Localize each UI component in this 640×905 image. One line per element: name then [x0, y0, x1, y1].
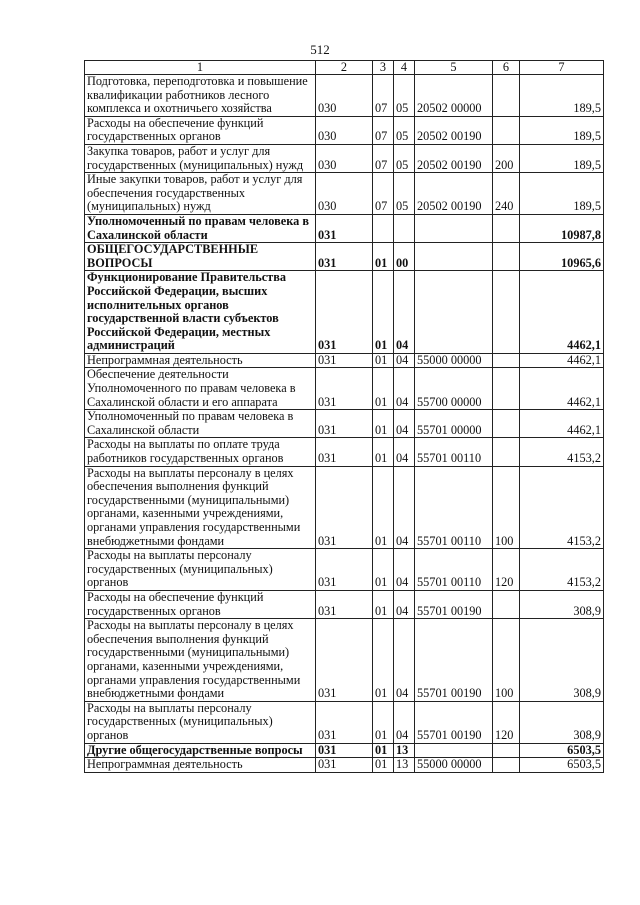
row-subsection-code: 04: [394, 619, 415, 702]
row-name: Подготовка, переподготовка и повышение квалификации работников лесного комплекса и охотничьего хозяйства: [85, 75, 316, 117]
row-ved-code: 031: [316, 619, 373, 702]
row-ved-code: 031: [316, 353, 373, 368]
row-section-code: 01: [373, 743, 394, 758]
row-target-code: 20502 00000: [415, 75, 493, 117]
row-ved-code: 031: [316, 410, 373, 438]
row-ved-code: 031: [316, 701, 373, 743]
row-section-code: 01: [373, 758, 394, 773]
row-expense-type-code: [493, 243, 520, 271]
row-target-code: 55701 00190: [415, 590, 493, 618]
row-name: Непрограммная деятельность: [85, 353, 316, 368]
column-header: 3: [373, 61, 394, 75]
row-subsection-code: 05: [394, 75, 415, 117]
row-section-code: 01: [373, 701, 394, 743]
row-subsection-code: 04: [394, 410, 415, 438]
row-target-code: 20502 00190: [415, 144, 493, 172]
row-amount: 189,5: [520, 144, 604, 172]
row-amount: 189,5: [520, 173, 604, 215]
row-target-code: 55700 00000: [415, 368, 493, 410]
column-header: 7: [520, 61, 604, 75]
row-name: Другие общегосударственные вопросы: [85, 743, 316, 758]
budget-table: [84, 60, 604, 773]
row-amount: 10965,6: [520, 243, 604, 271]
row-subsection-code: 05: [394, 116, 415, 144]
table-row: [85, 368, 604, 410]
row-amount: 4462,1: [520, 410, 604, 438]
table-row: [85, 619, 604, 702]
row-expense-type-code: [493, 368, 520, 410]
row-amount: 4462,1: [520, 271, 604, 354]
column-header-row: [85, 61, 604, 75]
row-target-code: [415, 743, 493, 758]
row-name: Расходы на обеспечение функций государственных органов: [85, 116, 316, 144]
table-row: [85, 116, 604, 144]
row-expense-type-code: [493, 590, 520, 618]
row-expense-type-code: [493, 410, 520, 438]
row-section-code: 01: [373, 466, 394, 549]
row-subsection-code: 04: [394, 271, 415, 354]
row-name: Закупка товаров, работ и услуг для государственных (муниципальных) нужд: [85, 144, 316, 172]
row-name: Уполномоченный по правам человека в Сахалинской области: [85, 214, 316, 242]
row-name: Обеспечение деятельности Уполномоченного по правам человека в Сахалинской области и его аппарата: [85, 368, 316, 410]
table-row: [85, 466, 604, 549]
row-target-code: 55701 00110: [415, 438, 493, 466]
column-header: 4: [394, 61, 415, 75]
row-name: Расходы на выплаты персоналу в целях обеспечения выполнения функций государственными (муниципальными) органами, казенными учреждениями, органами управления государственными внебюджетными фондами: [85, 466, 316, 549]
row-name: Функционирование Правительства Российской Федерации, высших исполнительных органов государственной власти субъектов Российской Федерации, местных администраций: [85, 271, 316, 354]
row-amount: 6503,5: [520, 743, 604, 758]
row-section-code: 01: [373, 438, 394, 466]
row-expense-type-code: 120: [493, 701, 520, 743]
row-ved-code: 030: [316, 75, 373, 117]
row-expense-type-code: 200: [493, 144, 520, 172]
row-section-code: 07: [373, 144, 394, 172]
row-ved-code: 031: [316, 271, 373, 354]
row-subsection-code: 05: [394, 173, 415, 215]
row-ved-code: 030: [316, 173, 373, 215]
row-expense-type-code: [493, 353, 520, 368]
row-section-code: 01: [373, 243, 394, 271]
row-subsection-code: 04: [394, 368, 415, 410]
table-row: [85, 243, 604, 271]
row-subsection-code: 13: [394, 758, 415, 773]
table-row: [85, 549, 604, 591]
row-amount: 4153,2: [520, 549, 604, 591]
table-row: [85, 590, 604, 618]
row-amount: 308,9: [520, 701, 604, 743]
row-ved-code: 031: [316, 214, 373, 242]
row-name: Иные закупки товаров, работ и услуг для обеспечения государственных (муниципальных) нужд: [85, 173, 316, 215]
row-section-code: 01: [373, 619, 394, 702]
row-name: Расходы на выплаты по оплате труда работников государственных органов: [85, 438, 316, 466]
row-amount: 6503,5: [520, 758, 604, 773]
row-subsection-code: 04: [394, 590, 415, 618]
row-section-code: [373, 214, 394, 242]
row-ved-code: 030: [316, 116, 373, 144]
row-ved-code: 031: [316, 243, 373, 271]
table-row: [85, 214, 604, 242]
row-expense-type-code: 120: [493, 549, 520, 591]
table-row: [85, 701, 604, 743]
table-row: [85, 410, 604, 438]
row-expense-type-code: [493, 438, 520, 466]
table-row: [85, 144, 604, 172]
row-subsection-code: 04: [394, 466, 415, 549]
row-section-code: 01: [373, 271, 394, 354]
row-section-code: 07: [373, 116, 394, 144]
table-row: [85, 353, 604, 368]
row-ved-code: 031: [316, 466, 373, 549]
row-amount: 4462,1: [520, 368, 604, 410]
row-ved-code: 031: [316, 590, 373, 618]
row-name: Уполномоченный по правам человека в Сахалинской области: [85, 410, 316, 438]
row-amount: 189,5: [520, 75, 604, 117]
row-expense-type-code: [493, 214, 520, 242]
row-ved-code: 031: [316, 549, 373, 591]
row-section-code: 07: [373, 173, 394, 215]
row-subsection-code: 05: [394, 144, 415, 172]
row-expense-type-code: 100: [493, 619, 520, 702]
row-amount: 189,5: [520, 116, 604, 144]
table-row: [85, 173, 604, 215]
row-subsection-code: 04: [394, 701, 415, 743]
row-subsection-code: 13: [394, 743, 415, 758]
row-expense-type-code: 100: [493, 466, 520, 549]
row-amount: 4153,2: [520, 438, 604, 466]
row-target-code: 55701 00190: [415, 701, 493, 743]
row-target-code: 55701 00000: [415, 410, 493, 438]
page-number: 512: [310, 42, 330, 57]
row-expense-type-code: [493, 116, 520, 144]
row-section-code: 01: [373, 549, 394, 591]
column-header: 1: [85, 61, 316, 75]
row-amount: 4462,1: [520, 353, 604, 368]
row-expense-type-code: [493, 758, 520, 773]
row-ved-code: 030: [316, 144, 373, 172]
column-header: 5: [415, 61, 493, 75]
row-name: Расходы на выплаты персоналу в целях обеспечения выполнения функций государственными (муниципальными) органами, казенными учреждениями, органами управления государственными внебюджетными фондами: [85, 619, 316, 702]
row-name: Непрограммная деятельность: [85, 758, 316, 773]
row-name: Расходы на выплаты персоналу государственных (муниципальных) органов: [85, 549, 316, 591]
row-expense-type-code: [493, 75, 520, 117]
column-header: 2: [316, 61, 373, 75]
row-subsection-code: 04: [394, 438, 415, 466]
row-subsection-code: 00: [394, 243, 415, 271]
row-section-code: 01: [373, 353, 394, 368]
row-name: Расходы на обеспечение функций государственных органов: [85, 590, 316, 618]
row-expense-type-code: [493, 271, 520, 354]
table-row: [85, 743, 604, 758]
column-header: 6: [493, 61, 520, 75]
row-section-code: 01: [373, 368, 394, 410]
row-target-code: [415, 214, 493, 242]
row-amount: 308,9: [520, 619, 604, 702]
row-target-code: 20502 00190: [415, 173, 493, 215]
row-name: ОБЩЕГОСУДАРСТВЕННЫЕ ВОПРОСЫ: [85, 243, 316, 271]
row-name: Расходы на выплаты персоналу государственных (муниципальных) органов: [85, 701, 316, 743]
table-row: [85, 758, 604, 773]
row-subsection-code: 04: [394, 549, 415, 591]
row-amount: 4153,2: [520, 466, 604, 549]
row-target-code: 55000 00000: [415, 353, 493, 368]
row-target-code: [415, 271, 493, 354]
row-ved-code: 031: [316, 743, 373, 758]
table-row: [85, 438, 604, 466]
row-expense-type-code: 240: [493, 173, 520, 215]
row-target-code: 55701 00110: [415, 549, 493, 591]
row-subsection-code: 04: [394, 353, 415, 368]
row-target-code: [415, 243, 493, 271]
table-row: [85, 271, 604, 354]
row-ved-code: 031: [316, 368, 373, 410]
row-subsection-code: [394, 214, 415, 242]
row-expense-type-code: [493, 743, 520, 758]
row-ved-code: 031: [316, 758, 373, 773]
row-target-code: 55701 00110: [415, 466, 493, 549]
row-amount: 10987,8: [520, 214, 604, 242]
row-target-code: 55000 00000: [415, 758, 493, 773]
row-target-code: 20502 00190: [415, 116, 493, 144]
row-section-code: 01: [373, 410, 394, 438]
row-ved-code: 031: [316, 438, 373, 466]
row-section-code: 07: [373, 75, 394, 117]
table-row: [85, 75, 604, 117]
row-amount: 308,9: [520, 590, 604, 618]
row-target-code: 55701 00190: [415, 619, 493, 702]
row-section-code: 01: [373, 590, 394, 618]
